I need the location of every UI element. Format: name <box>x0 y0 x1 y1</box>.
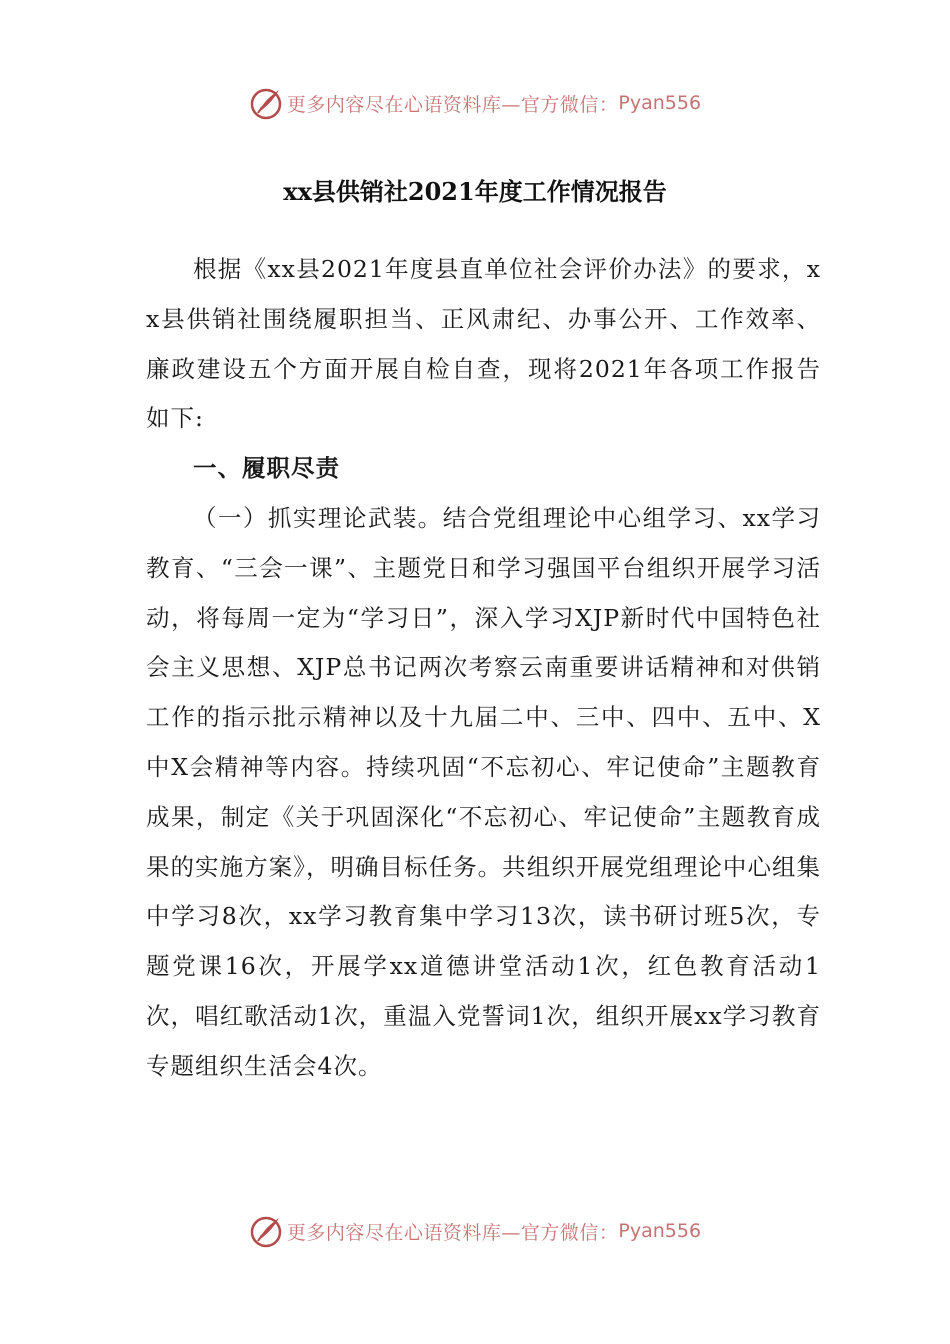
document-body <box>146 245 821 1092</box>
watermark-header <box>0 83 950 123</box>
watermark-footer <box>0 1211 950 1251</box>
intro-paragraph: 根据《xx县2021年度县直单位社会评价办法》的要求，xx县供销社围绕履职担当、正风肃纪、办事公开、工作效率、廉政建设五个方面开展自检自查，现将2021年各项工作报告如下: <box>146 255 821 433</box>
document-title: xx县供销社2021年度工作情况报告 <box>283 177 667 206</box>
watermark-text: 更多内容尽在心语资料库—官方微信： <box>286 93 619 116</box>
watermark-text: 更多内容尽在心语资料库—官方微信： <box>286 1221 619 1244</box>
watermark-wechat-id: Pyan556 <box>618 1220 702 1242</box>
section-heading: 一、履职尽责 <box>193 454 340 483</box>
body-paragraph: （一）抓实理论武装。结合党组理论中心组学习、xx学习教育、“三会一课”、主题党日和学习强国平台组织开展学习活动，将每周一定为“学习日”，深入学习XJP新时代中国特色社会主义思想、XJP总书记两次考察云南重要讲话精神和对供销工作的指示批示精神以及十九届二中、三中、四中、五中、X中X会精神等内容。持续巩固“不忘初心、牢记使命”主题教育成果，制定《关于巩固深化“不忘初心、牢记使命”主题教育成果的实施方案》，明确目标任务。共组织开展党组理论中心组集中学习8次，xx学习教育集中学习13次，读书研讨班5次，专题党课16次，开展学xx道德讲堂活动1次，红色教育活动1次，唱红歌活动1次，重温入党誓词1次，组织开展xx学习教育专题组织生活会4次。 <box>146 503 821 1080</box>
watermark-wechat-id: Pyan556 <box>618 92 702 114</box>
quill-logo-icon <box>249 85 285 121</box>
quill-logo-icon <box>249 1213 285 1249</box>
